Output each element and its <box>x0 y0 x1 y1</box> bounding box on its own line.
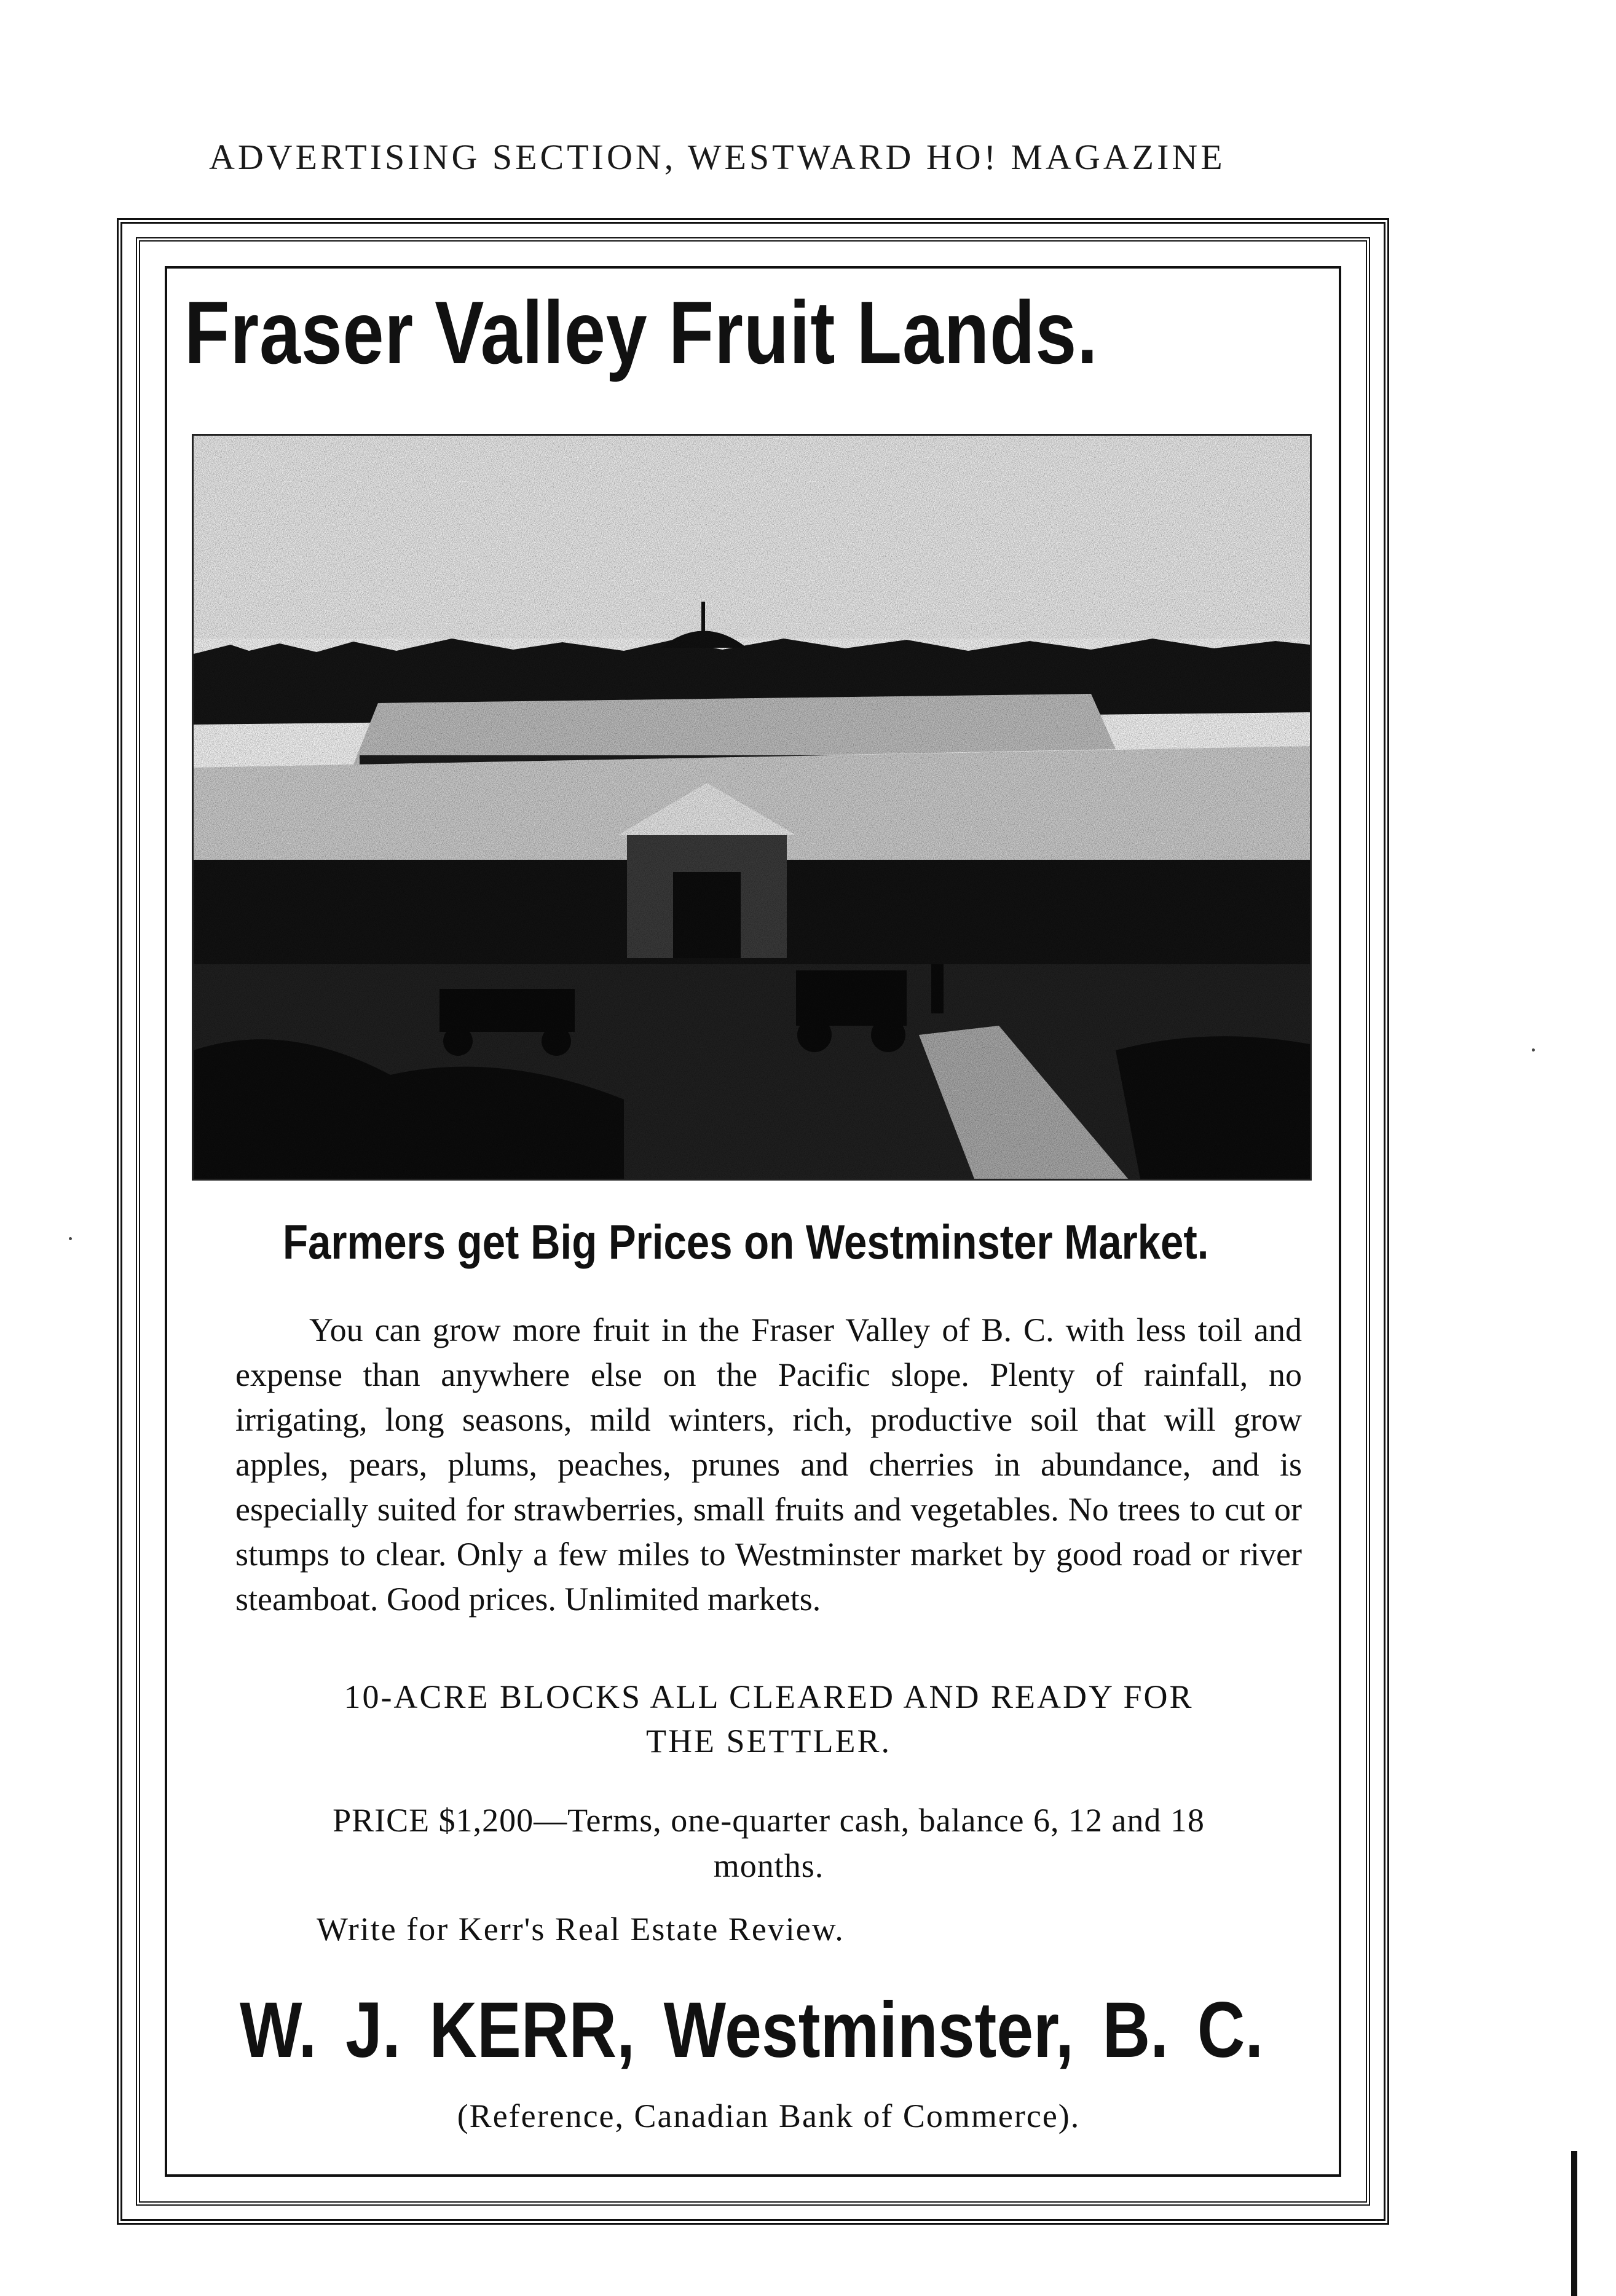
running-head: ADVERTISING SECTION, WESTWARD HO! MAGAZINE <box>209 137 1226 177</box>
advertiser-signature: W. J. KERR, Westminster, B. C. <box>240 1986 1264 2074</box>
body-paragraph: You can grow more fruit in the Fraser Valley of B. C. with less toil and expense than anywhere else on the Pacific slope. Plenty of rainfall, no irrigating, long seasons, mild winters, rich, productive soil that will grow apples, pears, plums, peaches, prunes and cherries in abundance, and is especially suited for strawberries, small fruits and vegetables. No trees to cut or stumps to clear. Only a few miles to Westminster market by good road or river steamboat. Good prices. Unlimited markets. <box>235 1311 1302 1618</box>
write-for-review: Write for Kerr's Real Estate Review. <box>317 1911 845 1948</box>
ink-speck <box>69 1237 72 1240</box>
headline: Fraser Valley Fruit Lands. <box>184 283 1098 382</box>
market-photo <box>192 434 1312 1181</box>
ink-speck <box>1532 1048 1535 1052</box>
blocks-notice-line-2: THE SETTLER. <box>646 1723 891 1759</box>
bank-reference: (Reference, Canadian Bank of Commerce). <box>457 2097 1081 2134</box>
blocks-notice-line-1: 10-ACRE BLOCKS ALL CLEARED AND READY FOR <box>344 1678 1194 1715</box>
price-terms-line-1: PRICE $1,200—Terms, one-quarter cash, balance 6, 12 and 18 <box>333 1802 1205 1839</box>
subheadline: Farmers get Big Prices on Westminster Market. <box>283 1214 1209 1269</box>
price-terms <box>235 1798 1302 1889</box>
price-terms-line-2: months. <box>713 1847 824 1884</box>
page-edge-mark <box>1571 2151 1577 2296</box>
blocks-notice <box>235 1675 1302 1763</box>
